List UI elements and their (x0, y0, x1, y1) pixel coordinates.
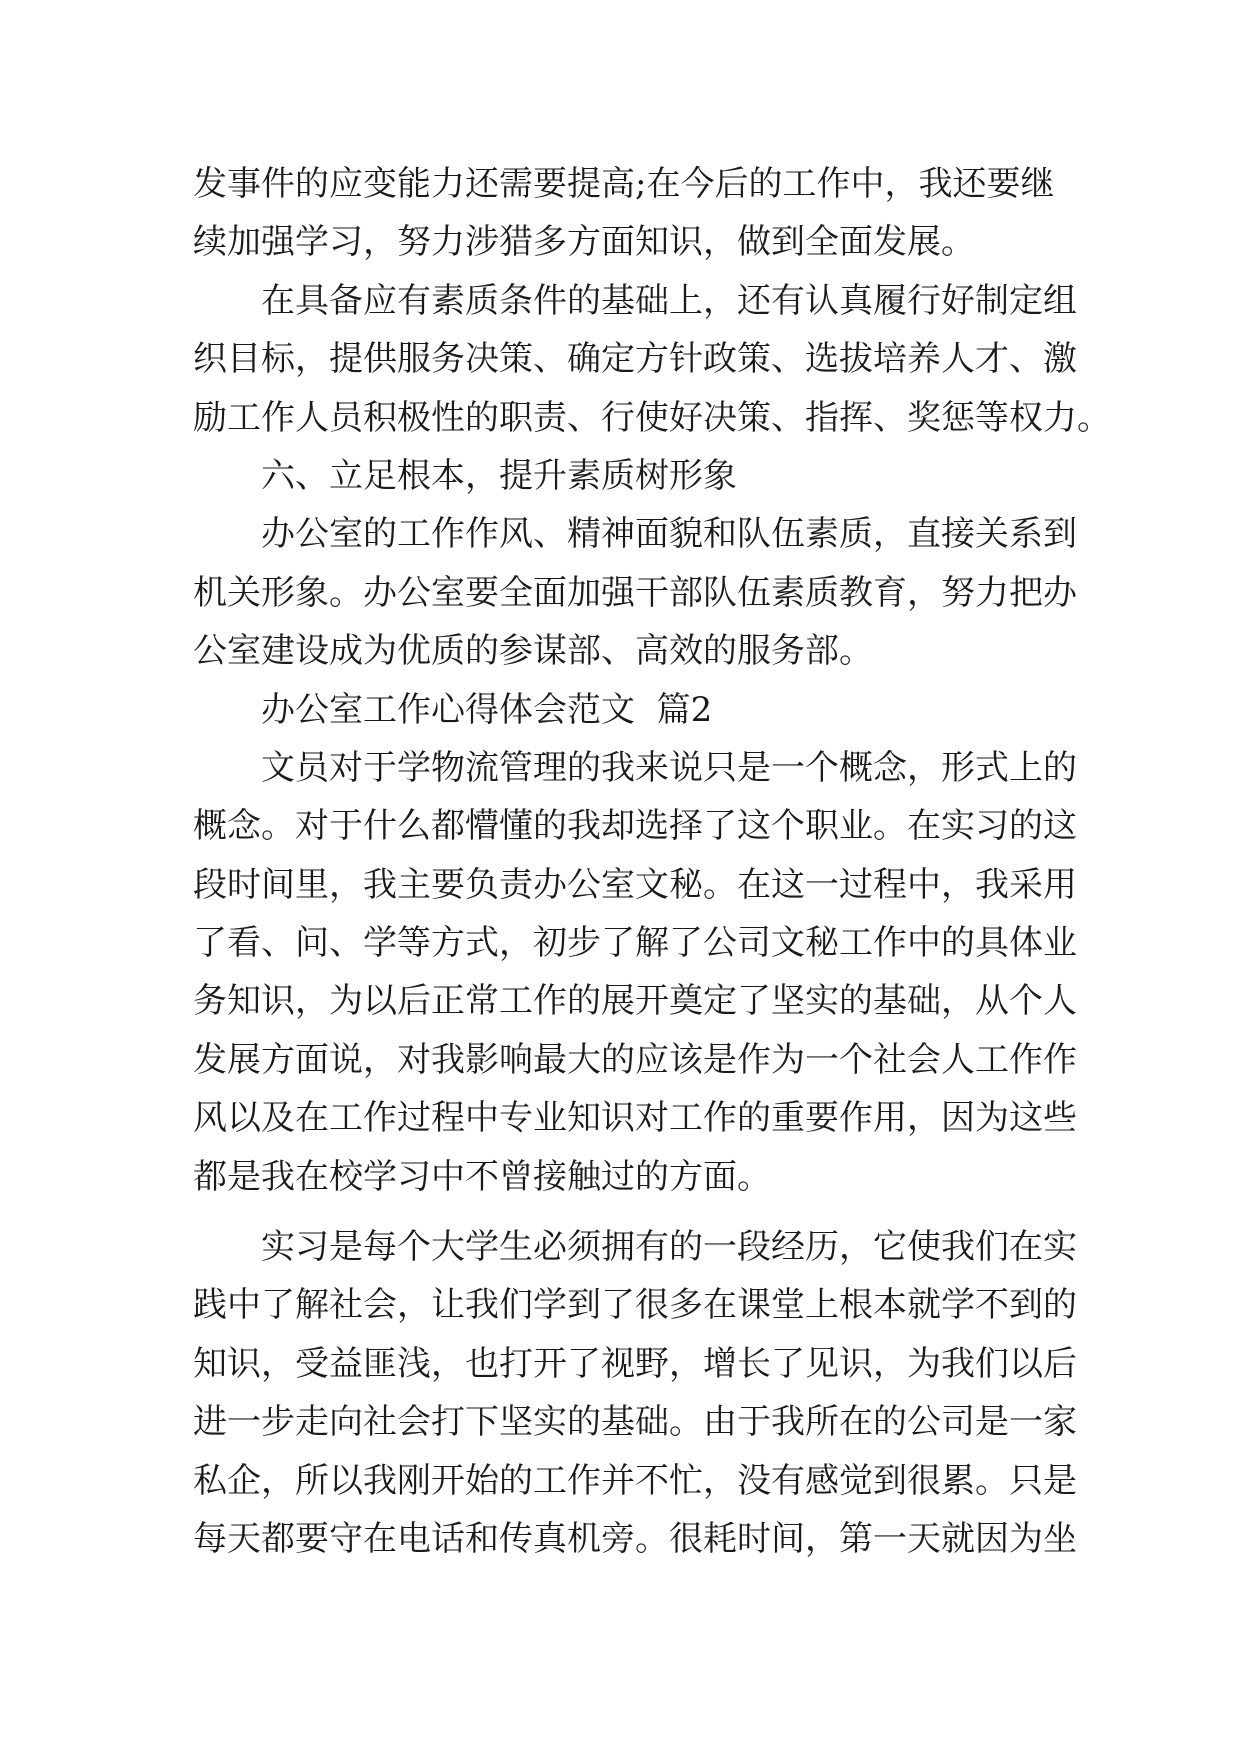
text-line: 发展方面说，对我影响最大的应该是作为一个社会人工作作 (193, 1039, 1077, 1080)
text-line: 都是我在校学习中不曾接触过的方面。 (193, 1156, 771, 1197)
text-line: 私企，所以我刚开始的工作并不忙，没有感觉到很累。只是 (193, 1460, 1077, 1501)
text-line: 践中了解社会，让我们学到了很多在课堂上根本就学不到的 (193, 1285, 1077, 1326)
text-line: 励工作人员积极性的职责、行使好决策、指挥、奖惩等权力。 (193, 397, 1111, 438)
text-line: 续加强学习，努力涉猎多方面知识，做到全面发展。 (193, 222, 975, 263)
article-title: 办公室工作心得体会范文 篇2 (261, 689, 713, 730)
text-line: 了看、问、学等方式，初步了解了公司文秘工作中的具体业 (193, 923, 1077, 964)
text-line: 发事件的应变能力还需要提高;在今后的工作中，我还要继 (193, 164, 1055, 204)
text-line: 风以及在工作过程中专业知识对工作的重要作用，因为这些 (193, 1098, 1077, 1139)
paragraph-gap (193, 1206, 1053, 1218)
text-line: 务知识，为以后正常工作的展开奠定了坚实的基础，从个人 (193, 981, 1077, 1022)
text-line: 知识，受益匪浅，也打开了视野，增长了见识，为我们以后 (193, 1343, 1077, 1384)
text-line: 进一步走向社会打下坚实的基础。由于我所在的公司是一家 (193, 1402, 1077, 1443)
text-line: 公室建设成为优质的参谋部、高效的服务部。 (193, 631, 873, 672)
document-body (193, 155, 1111, 1568)
text-line: 文员对于学物流管理的我来说只是一个概念，形式上的 (261, 747, 1077, 788)
section-heading: 六、立足根本，提升素质树形象 (261, 455, 737, 496)
text-line: 在具备应有素质条件的基础上，还有认真履行好制定组 (261, 280, 1077, 321)
text-line: 织目标，提供服务决策、确定方针政策、选拔培养人才、激 (193, 339, 1077, 380)
text-line: 机关形象。办公室要全面加强干部队伍素质教育，努力把办 (193, 572, 1077, 613)
text-line: 段时间里，我主要负责办公室文秘。在这一过程中，我采用 (193, 864, 1077, 905)
text-line: 概念。对于什么都懵懂的我却选择了这个职业。在实习的这 (193, 806, 1077, 847)
text-line: 办公室的工作作风、精神面貌和队伍素质，直接关系到 (261, 514, 1077, 555)
text-line: 实习是每个大学生必须拥有的一段经历，它使我们在实 (261, 1227, 1077, 1268)
text-line: 每天都要守在电话和传真机旁。很耗时间，第一天就因为坐 (193, 1518, 1077, 1559)
